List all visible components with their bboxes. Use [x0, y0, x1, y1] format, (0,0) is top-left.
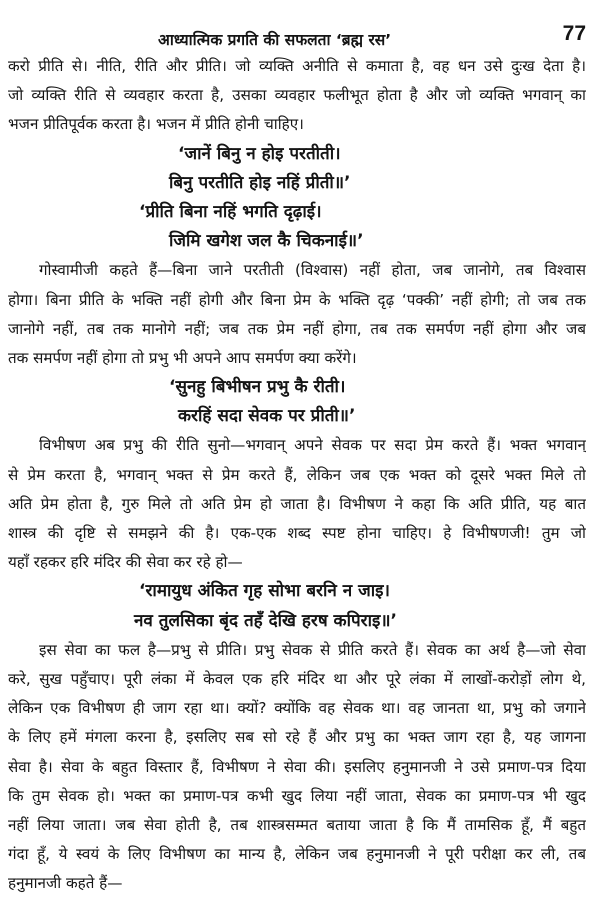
- page-header: [8, 22, 586, 52]
- text-line: भजन प्रीतिपूर्वक करता है। भजन में प्रीति होनी चाहिए।: [8, 115, 304, 134]
- text-line: सेवा है। सेवा के बहुत विस्तार हैं, विभीषण ने सेवा की। इसलिए हनुमानजी ने उसे प्रमाण-पत्र दिया: [8, 757, 586, 776]
- text-line: अति प्रेम होता है, गुरु मिले तो अति प्रेम हो जाता है। विभीषण ने कहा कि अति प्रीति, यह बात: [8, 494, 586, 513]
- running-title: आध्यात्मिक प्रगति की सफलता ‘ब्रह्म रस’: [158, 31, 392, 49]
- text-line: नहीं लिया जाता। जब सेवा होती है, तब शास्त्रसम्मत बताया जाता है कि मैं तामसिक हूँ, मैं बहुत: [8, 815, 586, 834]
- text-line: से प्रेम करता है, भगवान् भक्त से प्रेम करते हैं, लेकिन जब एक भक्त को दूसरे भक्त मिले तो: [8, 465, 586, 484]
- text-line: तक समर्पण नहीं होगा तो प्रभु भी अपने आप समर्पण क्या करेंगे।: [8, 348, 357, 367]
- text-line: इस सेवा का फल है—प्रभु से प्रीति। प्रभु सेवक से प्रीति करते हैं। सेवक का अर्थ है—जो सेवा: [39, 640, 586, 659]
- verse-line: ‘रामायुध अंकित गृह सोभा बरनि न जाइ।: [139, 581, 390, 602]
- verse-line: बिनु परतीति होइ नहिं प्रीती॥’: [169, 172, 351, 193]
- text-line: कि तुम सेवक हो। भक्त का प्रमाण-पत्र कभी खुद लिया नहीं जाता, सेवक का प्रमाण-पत्र भी खुद: [8, 786, 586, 805]
- text-line: हनुमानजी कहते हैं—: [8, 874, 123, 893]
- text-line: करे, सुख पहुँचाए। पूरी लंका में केवल एक हरि मंदिर था और पूरे लंका में लाखों-करोड़ों लोग थे,: [8, 669, 586, 688]
- text-line: विभीषण अब प्रभु की रीति सुनो—भगवान् अपने सेवक पर सदा प्रेम करते हैं। भक्त भगवान्: [39, 436, 586, 455]
- text-line: शास्त्र की दृष्टि से समझने की है। एक-एक शब्द स्पष्ट होना चाहिए। हे विभीषणजी! तुम जो: [8, 524, 586, 542]
- verse-line: ‘सुनहु बिभीषन प्रभु कै रीती।: [169, 377, 346, 398]
- verse-line: ‘प्रीति बिना नहिं भगति दृढ़ाई।: [139, 201, 322, 222]
- text-line: के लिए हमें मंगला करना है, इसलिए सब सो रहे हैं और प्रभु का भक्त जाग रहा है, यह जागना: [8, 728, 586, 747]
- text-line: गंदा हूँ, ये स्वयं के लिए विभीषण का मान्य है, लेकिन जब हनुमानजी ने पूरी परीक्षा कर ली, तब: [8, 845, 586, 864]
- verse-line: नव तुलसिका बृंद तहँ देखि हरष कपिराइ॥’: [134, 610, 398, 631]
- text-line: जो व्यक्ति रीति से व्यवहार करता है, उसका व्यवहार फलीभूत होता है और जो व्यक्ति भगवान् का: [8, 86, 586, 105]
- text-line: करो प्रीति से। नीति, रीति और प्रीति। जो व्यक्ति अनीति से कमाता है, वह धन उसे दुःख देता है।: [8, 57, 586, 75]
- text-line: होगा। बिना प्रीति के भक्ति नहीं होगी और बिना प्रेम के भक्ति दृढ़ ‘पक्की’ नहीं होगी; तो जब तक: [8, 290, 586, 309]
- body-text: [8, 52, 586, 898]
- page-number: 77: [562, 22, 586, 45]
- verse-line: जिमि खगेश जल कै चिकनाई॥’: [169, 231, 364, 252]
- text-line: यहाँ रहकर हरि मंदिर की सेवा कर रहे हो—: [8, 553, 243, 572]
- text-line: लेकिन एक विभीषण ही जाग रहा था। क्यों? क्योंकि वह सेवक था। वह जानता था, प्रभु को जगाने: [8, 699, 586, 718]
- verse-line: ‘जानें बिनु न होइ परतीती।: [178, 143, 341, 164]
- text-line: गोस्वामीजी कहते हैं—बिना जाने परतीती (विश्वास) नहीं होता, जब जानोगे, तब विश्वास: [39, 261, 586, 280]
- text-line: जानोगे नहीं, तब तक मानोगे नहीं; जब तक प्रेम नहीं होगा, तब तक समर्पण नहीं होगा और जब: [8, 319, 586, 338]
- verse-line: करहिं सदा सेवक पर प्रीती॥’: [178, 406, 356, 427]
